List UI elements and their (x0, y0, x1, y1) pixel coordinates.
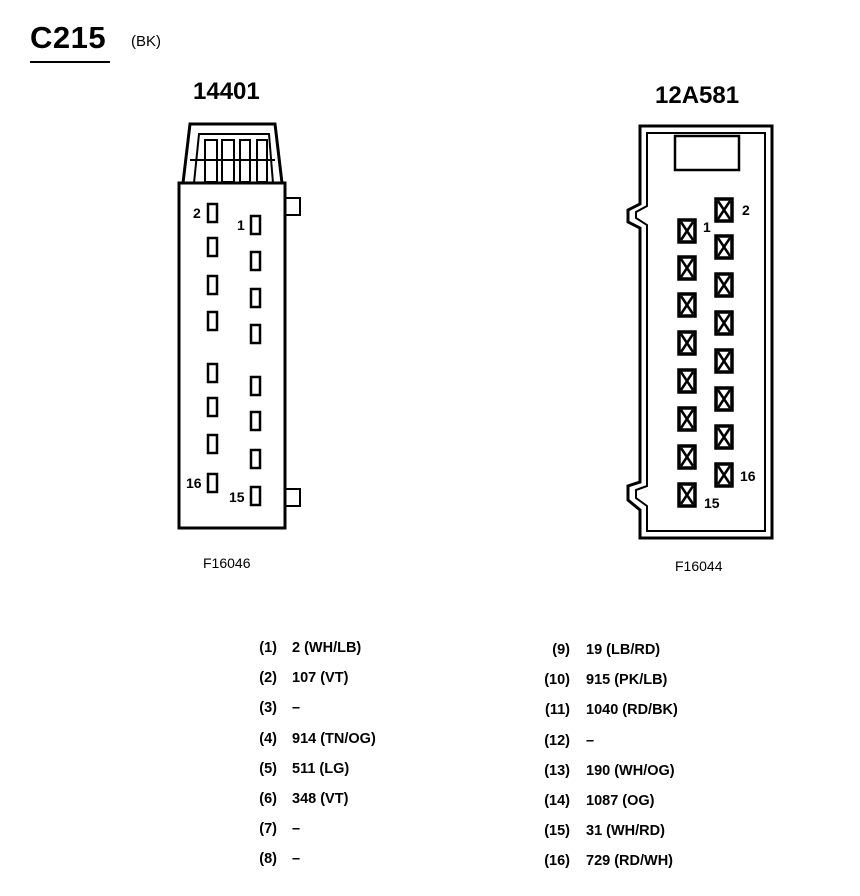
pinout-circuit: 511 (LG) (292, 760, 350, 777)
left-connector-pin-column-a (208, 204, 217, 492)
right-pin-cavity-b (716, 350, 732, 372)
right-pin-cavity-b (716, 274, 732, 296)
right-connector-part-number: 12A581 (655, 82, 740, 109)
left-pin-label-16: 16 (186, 475, 202, 491)
right-pin-cavity-a (679, 294, 695, 316)
right-pin-cavity-b (716, 236, 732, 258)
pinout-circuit: 1087 (OG) (586, 793, 655, 809)
pinout-circuit: 190 (WH/OG) (586, 762, 675, 779)
right-pin-label-1: 1 (703, 219, 711, 235)
right-pin-label-16: 16 (740, 468, 756, 484)
right-pin-cavity-a (679, 370, 695, 392)
pinout-pin-number: (8) (259, 851, 277, 868)
pinout-circuit: – (586, 732, 595, 749)
right-connector-pins (679, 199, 732, 506)
right-pin-cavity-b (716, 426, 732, 448)
right-pin-label-15: 15 (704, 495, 720, 511)
pinout-circuit: 348 (VT) (292, 791, 349, 807)
right-pin-label-2: 2 (742, 202, 750, 218)
pinout-circuit: 107 (VT) (292, 670, 349, 687)
connector-color-code: (BK) (131, 33, 161, 50)
pinout-pin-number: (9) (552, 642, 570, 658)
pinout-circuit: 1040 (RD/BK) (586, 702, 678, 719)
left-connector-pin-column-b (251, 216, 260, 505)
pinout-pin-number: (16) (544, 853, 570, 870)
left-pin-label-1: 1 (237, 217, 245, 233)
pinout-circuit: – (292, 851, 301, 868)
right-pin-cavity-b (716, 312, 732, 334)
right-pin-cavity-b (716, 464, 732, 486)
right-pin-cavity-a (679, 220, 695, 242)
pinout-circuit: 915 (PK/LB) (586, 672, 668, 689)
pinout-circuit: 729 (RD/WH) (586, 853, 674, 870)
pinout-pin-number: (12) (544, 732, 570, 749)
right-pin-cavity-a (679, 446, 695, 468)
left-connector (179, 124, 300, 528)
pinout-pin-number: (10) (544, 672, 570, 689)
left-pin-label-15: 15 (229, 489, 245, 505)
pinout-pin-number: (13) (544, 762, 570, 779)
pinout-pin-number: (7) (259, 821, 277, 838)
left-connector-part-number: 14401 (193, 78, 260, 105)
pinout-pin-number: (11) (545, 702, 570, 719)
pinout-pin-number: (14) (544, 793, 570, 809)
pinout-pin-number: (5) (259, 760, 277, 777)
pinout-circuit: 914 (TN/OG) (292, 730, 376, 747)
pinout-pin-number: (6) (259, 791, 277, 807)
pinout-pin-number: (1) (259, 640, 277, 656)
right-figure-id: F16044 (675, 558, 723, 574)
pinout-pin-number: (3) (259, 700, 277, 717)
connector-id: C215 (30, 20, 107, 55)
pinout-pin-number: (15) (544, 823, 570, 840)
right-pin-cavity-a (679, 257, 695, 279)
pinout-pin-number: (2) (259, 670, 277, 687)
pinout-circuit: 2 (WH/LB) (292, 640, 362, 656)
right-pin-cavity-b (716, 199, 732, 221)
right-pin-cavity-b (716, 388, 732, 410)
right-pin-cavity-a (679, 484, 695, 506)
pinout-circuit: – (292, 821, 301, 838)
pinout-circuit: 31 (WH/RD) (586, 823, 665, 840)
left-figure-id: F16046 (203, 555, 251, 571)
right-pin-cavity-a (679, 408, 695, 430)
left-pin-label-2: 2 (193, 205, 201, 221)
right-pin-cavity-a (679, 332, 695, 354)
pinout-circuit: 19 (LB/RD) (586, 642, 661, 658)
pinout-circuit: – (292, 700, 301, 717)
pinout-pin-number: (4) (259, 730, 277, 747)
